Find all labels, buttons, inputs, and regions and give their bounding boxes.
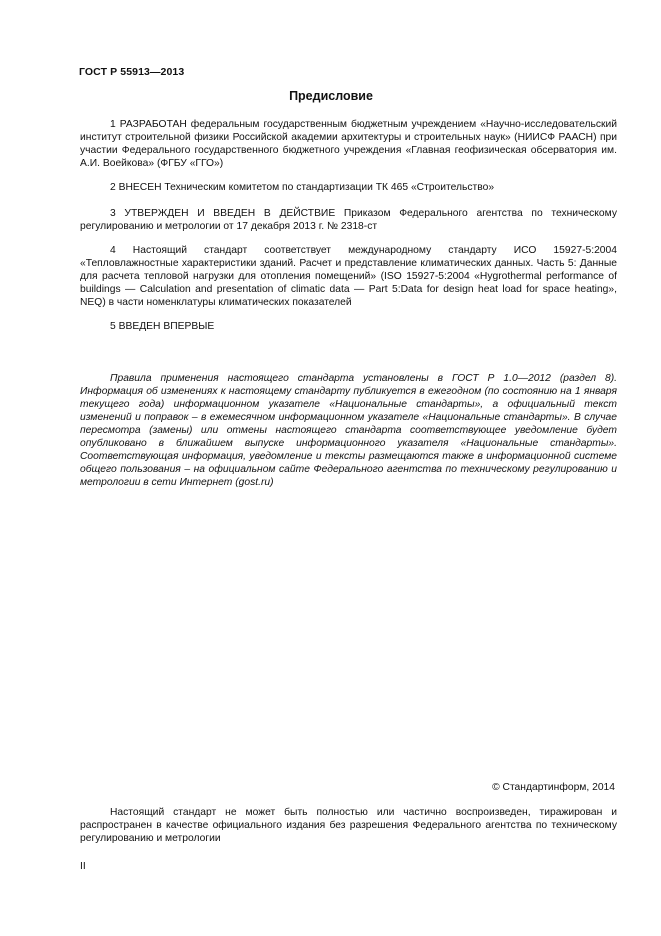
paragraph-developed: 1 РАЗРАБОТАН федеральным государственным бюджетным учреждением «Научно-исследовательский институт строительной физики Российской академии архитектуры и строительных наук» (НИИСФ РААСН) при участии Федерального государственного бюджетного учреждения «Главная геофизическая обсерватория им. А.И. Воейкова» (ФГБУ «ГГО») [80, 119, 617, 169]
paragraph-approved: 3 УТВЕРЖДЕН И ВВЕДЕН В ДЕЙСТВИЕ Приказом Федерального агентства по техническому регулированию и метрологии от 17 декабря 2013 г. № 2318-ст [80, 208, 617, 232]
paragraph-submitted: 2 ВНЕСЕН Техническим комитетом по стандартизации ТК 465 «Строительство» [110, 182, 495, 193]
paragraph-first-introduced: 5 ВВЕДЕН ВПЕРВЫЕ [110, 321, 215, 332]
reproduction-notice: Настоящий стандарт не может быть полностью или частично воспроизведен, тиражирован и распространен в качестве официального издания без разрешения Федерального агентства по техническому регулированию и метрологии [80, 807, 617, 844]
application-rules-notice: Правила применения настоящего стандарта установлены в ГОСТ Р 1.0—2012 (раздел 8). Информация об изменениях к настоящему стандарту публикуется в ежегодном (по состоянию на 1 января текущего года) информационном указателе «Национальные стандарты», а официальный текст изменений и поправок – в ежемесячном информационном указателе «Национальные стандарты». В случае пересмотра (замены) или отмены настоящего стандарта соответствующее уведомление будет опубликовано в ближайшем выпуске информационного указателя «Национальные стандарты». Соответствующая информация, уведомление и тексты размещаются также в информационной системе общего пользования – на официальном сайте Федерального агентства по техническому регулированию и метрологии в сети Интернет (gost.ru) [80, 373, 617, 488]
copyright: © Стандартинформ, 2014 [492, 782, 615, 793]
paragraph-conformity: 4 Настоящий стандарт соответствует международному стандарту ИСО 15927-5:2004 «Тепловлажностные характеристики зданий. Расчет и представление климатических данных. Часть 5: Данные для расчета тепловой нагрузки для отопления помещений» (ISO 15927-5:2004 «Hygrothermal performance of buildings — Calculation and presentation of climatic data — Part 5:Data for design heat load for space heating», NEQ) в части номенклатуры климатических показателей [80, 245, 617, 308]
document-id: ГОСТ Р 55913—2013 [79, 66, 185, 78]
page-number: II [80, 861, 86, 872]
page-title: Предисловие [289, 89, 373, 103]
